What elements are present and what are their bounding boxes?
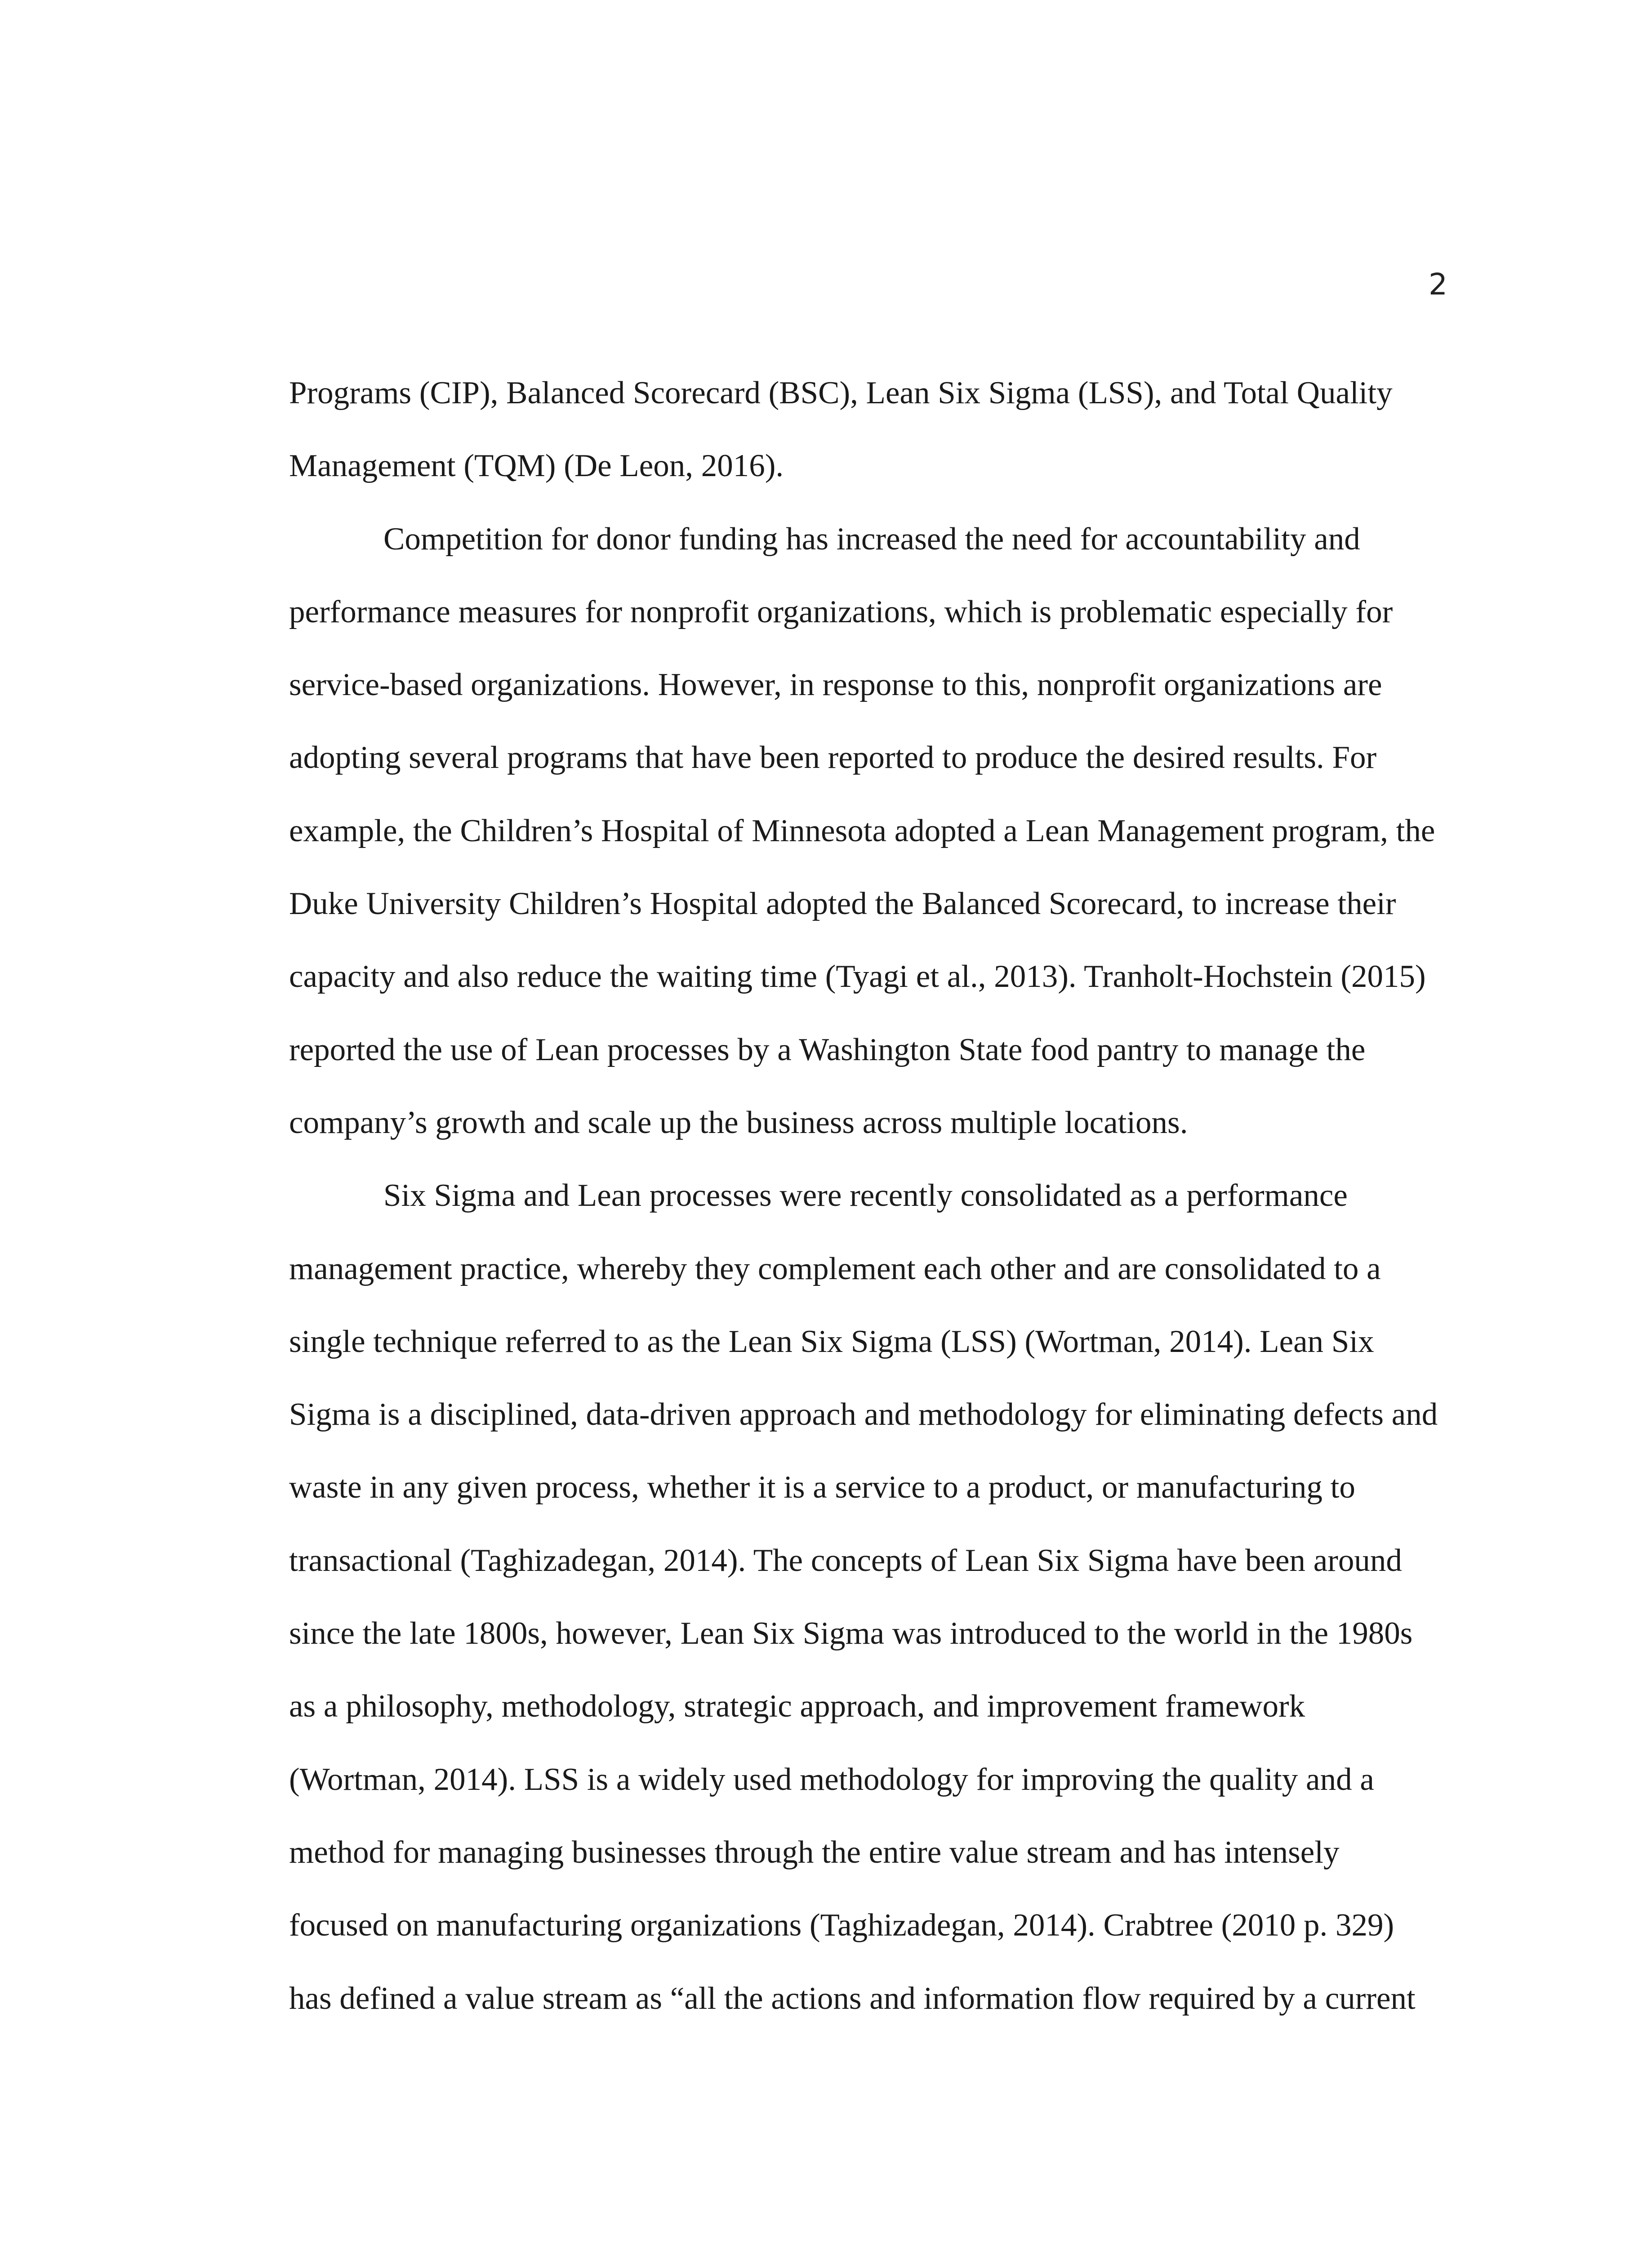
text-line: since the late 1800s, however, Lean Six Sigma was introduced to the world in the 1980s [289, 1616, 1413, 1651]
text-line: adopting several programs that have been reported to produce the desired results. For [289, 740, 1377, 776]
text-line: transactional (Taghizadegan, 2014). The concepts of Lean Six Sigma have been around [289, 1543, 1402, 1578]
text-line: Sigma is a disciplined, data-driven approach and methodology for eliminating defects and [289, 1397, 1438, 1432]
text-line: management practice, whereby they complement each other and are consolidated to a [289, 1251, 1381, 1286]
text-line: Duke University Children’s Hospital adopted the Balanced Scorecard, to increase their [289, 886, 1396, 922]
document-body [289, 357, 1498, 2035]
text-line: capacity and also reduce the waiting time (Tyagi et al., 2013). Tranholt-Hochstein (2015) [289, 959, 1426, 995]
text-line: reported the use of Lean processes by a Washington State food pantry to manage the [289, 1032, 1366, 1067]
text-line: focused on manufacturing organizations (Taghizadegan, 2014). Crabtree (2010 p. 329) [289, 1908, 1394, 1943]
text-line: service-based organizations. However, in response to this, nonprofit organizations are [289, 667, 1382, 703]
text-line: Programs (CIP), Balanced Scorecard (BSC), Lean Six Sigma (LSS), and Total Quality [289, 375, 1393, 410]
text-line: has defined a value stream as “all the actions and information flow required by a current [289, 1980, 1416, 2016]
text-line: Management (TQM) (De Leon, 2016). [289, 448, 784, 484]
text-line: method for managing businesses through the entire value stream and has intensely [289, 1834, 1340, 1870]
text-line: single technique referred to as the Lean Six Sigma (LSS) (Wortman, 2014). Lean Six [289, 1324, 1374, 1359]
text-line: performance measures for nonprofit organizations, which is problematic especially for [289, 594, 1393, 629]
page-number: 2 [1429, 267, 1447, 302]
text-line: as a philosophy, methodology, strategic approach, and improvement framework [289, 1689, 1305, 1724]
text-line: example, the Children’s Hospital of Minnesota adopted a Lean Management program, the [289, 813, 1435, 848]
paragraph-first-line: Six Sigma and Lean processes were recently consolidated as a performance [383, 1178, 1348, 1213]
text-line: company’s growth and scale up the business across multiple locations. [289, 1105, 1188, 1140]
text-line: waste in any given process, whether it is a service to a product, or manufacturing to [289, 1470, 1355, 1505]
text-line: (Wortman, 2014). LSS is a widely used methodology for improving the quality and a [289, 1762, 1374, 1797]
paragraph-first-line: Competition for donor funding has increased the need for accountability and [383, 521, 1360, 557]
